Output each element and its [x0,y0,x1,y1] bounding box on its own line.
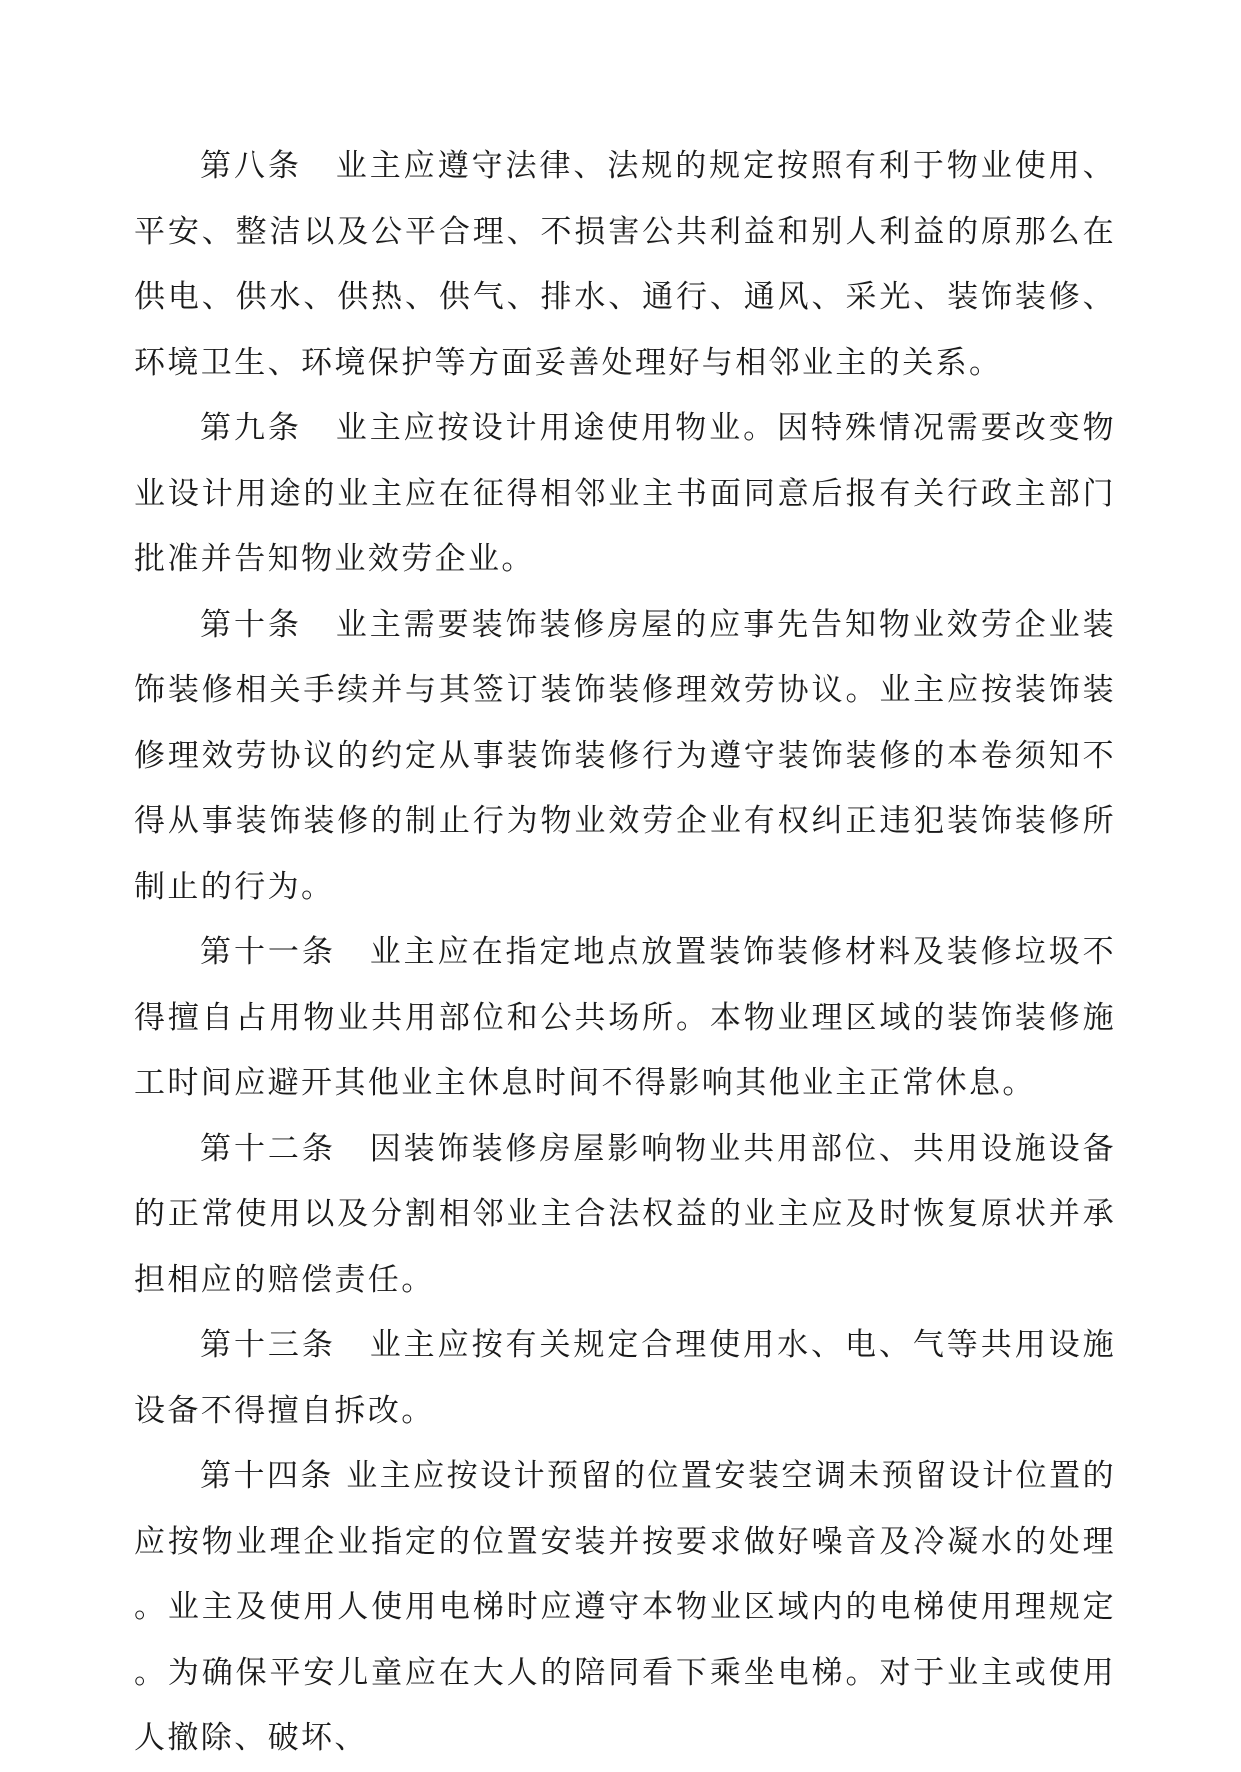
article-11-paragraph: 第十一条 业主应在指定地点放置装饰装修材料及装修垃圾不得擅自占用物业共用部位和公共场所。本物业理区域的装饰装修施工时间应避开其他业主休息时间不得影响其他业主正常休息。 [134,934,1116,1101]
document-body [134,134,1116,1772]
article-9-paragraph: 第九条 业主应按设计用途使用物业。因特殊情况需要改变物业设计用途的业主应在征得相邻业主书面同意后报有关行政主部门批准并告知物业效劳企业。 [134,410,1116,577]
article-13-paragraph: 第十三条 业主应按有关规定合理使用水、电、气等共用设施设备不得擅自拆改。 [134,1327,1116,1429]
article-12-paragraph: 第十二条 因装饰装修房屋影响物业共用部位、共用设施设备的正常使用以及分割相邻业主合法权益的业主应及时恢复原状并承担相应的赔偿责任。 [134,1130,1116,1298]
article-10-paragraph: 第十条 业主需要装饰装修房屋的应事先告知物业效劳企业装饰装修相关手续并与其签订装饰装修理效劳协议。业主应按装饰装修理效劳协议的约定从事装饰装修行为遵守装饰装修的本卷须知不得从事装饰装修的制止行为物业效劳企业有权纠正违犯装饰装修所制止的行为。 [134,606,1116,905]
article-14-paragraph: 第十四条 业主应按设计预留的位置安装空调未预留设计位置的应按物业理企业指定的位置安装并按要求做好噪音及冷凝水的处理。业主及使用人使用电梯时应遵守本物业区域内的电梯使用理规定。为确保平安儿童应在大人的陪同看下乘坐电梯。对于业主或使用人撤除、破坏、 [134,1458,1116,1756]
article-8-paragraph: 第八条 业主应遵守法律、法规的规定按照有利于物业使用、平安、整洁以及公平合理、不损害公共利益和别人利益的原那么在供电、供水、供热、供气、排水、通行、通风、采光、装饰装修、环境卫生、环境保护等方面妥善处理好与相邻业主的关系。 [134,148,1116,381]
